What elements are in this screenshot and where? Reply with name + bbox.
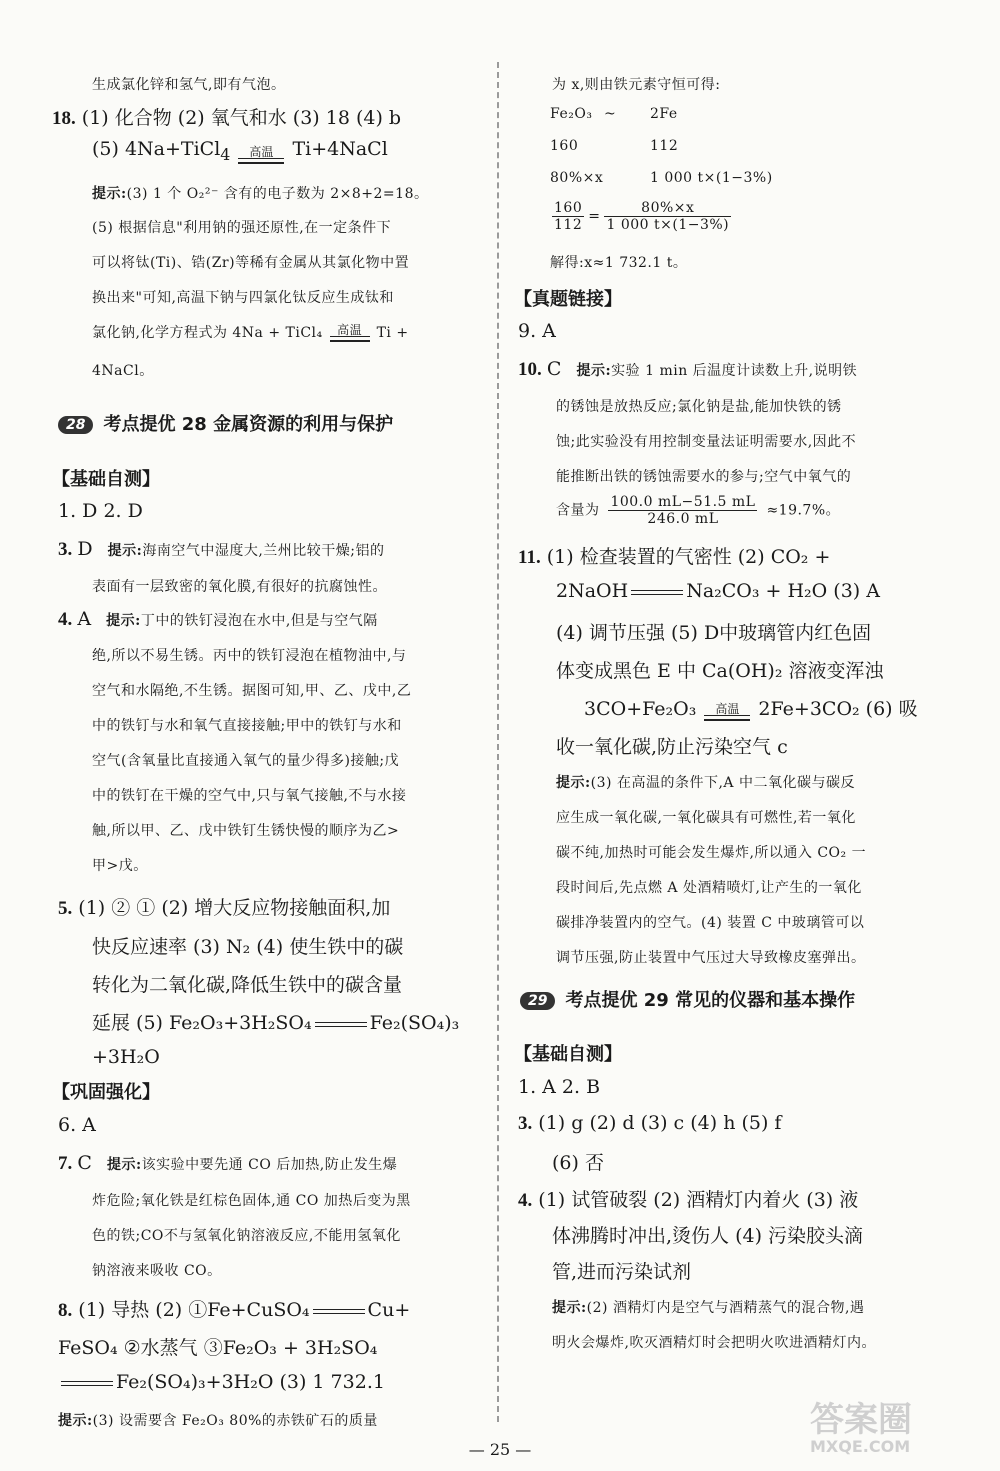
equation-left: 2NaOH: [556, 580, 629, 602]
answer-line: (6) 否: [552, 1152, 604, 1174]
ratio-cell: 80%×x: [550, 170, 604, 186]
hint-line: 可以将钛(Ti)、锆(Zr)等稀有金属从其氯化物中置: [92, 255, 410, 271]
hint-text: 含量为: [556, 502, 600, 519]
hint-line: 触,所以甲、乙、戊中铁钉生锈快慢的顺序为乙>: [92, 823, 400, 839]
chapter-title: 考点提优 29 常见的仪器和基本操作: [565, 990, 856, 1011]
question-number: 10.: [518, 359, 542, 380]
hint-line: 碳排净装置内的空气。(4) 装置 C 中玻璃管可以: [556, 915, 865, 931]
watermark-text: 答案圈: [810, 1400, 912, 1440]
equation-right: Ti+4NaCl: [292, 138, 388, 160]
equation-line: [92, 138, 388, 164]
question-3: [58, 538, 385, 561]
hint-line: 调节压强,防止装置中气压过大导致橡皮塞弹出。: [556, 950, 866, 966]
answer-line: (4) 调节压强 (5) D中玻璃管内红色固: [556, 622, 872, 644]
question-5: [58, 893, 390, 920]
answer-line: 1. D 2. D: [58, 500, 143, 522]
hint-line: 应生成一氧化碳,一氧化碳具有可燃性,若一氧化: [556, 810, 856, 826]
question-number: 18.: [52, 108, 76, 129]
chapter-heading-28: [58, 410, 393, 436]
answer-line: 收一氧化碳,防止污染空气 c: [556, 736, 788, 758]
condition-label: 高温: [715, 702, 740, 716]
equation-right: 2Fe+3CO₂ (6) 吸: [758, 698, 918, 720]
answer-text: C: [77, 1152, 92, 1174]
question-number: 8.: [58, 1300, 73, 1321]
hint-text: (3) 1 个 O₂²⁻ 含有的电子数为 2×8+2=18。: [126, 186, 429, 202]
section-heading: 【基础自测】: [52, 469, 160, 490]
answer-text: (1) 检查装置的气密性 (2) CO₂ +: [546, 546, 831, 568]
ratio-cell: 2Fe: [650, 106, 678, 122]
hint-line: 4NaCl。: [92, 363, 154, 379]
column-divider: [497, 62, 499, 1422]
equals-sign: [313, 1309, 365, 1314]
hint-line: 明火会爆炸,吹灭酒精灯时会把明火吹进酒精灯内。: [552, 1335, 876, 1351]
question-number: 5.: [58, 898, 73, 919]
equation-left: 3CO+Fe₂O₃: [584, 698, 697, 720]
equals-sign: =: [588, 208, 601, 225]
hint-line: [556, 494, 840, 527]
hint-text: 实验 1 min 后温度计读数上升,说明铁: [611, 363, 858, 379]
hint-label: 提示:: [106, 1157, 142, 1173]
question-11: [518, 542, 830, 569]
section-heading: 【真题链接】: [514, 289, 622, 310]
equals-sign: [315, 1022, 367, 1027]
answer-text: (1) g (2) d (3) c (4) h (5) f: [538, 1112, 782, 1134]
question-3: [518, 1112, 781, 1135]
ratio-cell: ~: [604, 106, 617, 122]
answer-text: Fe₂(SO₄)₃+3H₂O (3) 1 732.1: [116, 1371, 385, 1393]
equation-left: (5) 4Na+TiCl: [92, 138, 221, 160]
hint-line: 炸危险;氧化铁是红棕色固体,通 CO 加热后变为黑: [92, 1193, 411, 1209]
equation-line: +3H₂O: [92, 1046, 160, 1068]
chapter-badge: 28: [58, 416, 93, 434]
hint-line: [552, 1297, 864, 1317]
answer-text: C: [546, 358, 562, 380]
answer-text: Cu+: [367, 1299, 411, 1321]
hint-text: (3) 在高温的条件下,A 中二氧化碳与碳反: [590, 775, 855, 791]
text-line: 生成氯化锌和氢气,即有气泡。: [92, 77, 286, 93]
question-number: 4.: [58, 609, 73, 630]
hint-line: 蚀;此实验没有用控制变量法证明需要水,因此不: [556, 434, 857, 450]
question-10: [518, 358, 857, 381]
answer-line: 体变成黑色 E 中 Ca(OH)₂ 溶液变浑浊: [556, 660, 884, 682]
ratio-row: [550, 138, 679, 154]
hint-text: (3) 设需要含 Fe₂O₃ 80%的赤铁矿石的质量: [92, 1413, 378, 1429]
hint-text: 氯化钠,化学方程式为 4Na + TiCl₄: [92, 325, 323, 341]
answer-line: 体沸腾时冲出,烫伤人 (4) 污染胶头滴: [552, 1225, 864, 1247]
hint-line: 色的铁;CO不与氢氧化钠溶液反应,不能用氢氧化: [92, 1228, 401, 1244]
hint-line: 段时间后,先点燃 A 处酒精喷灯,让产生的一氧化: [556, 880, 862, 896]
reaction-condition: [238, 146, 284, 164]
question-4: [518, 1185, 858, 1212]
answer-line: 1. A 2. B: [518, 1076, 601, 1098]
hint-line: [92, 183, 428, 203]
hint-line: 能推断出铁的锈蚀需要水的参与;空气中氧气的: [556, 469, 852, 485]
ratio-cell: Fe₂O₃: [550, 106, 593, 122]
equals-sign: [631, 590, 683, 595]
hint-label: 提示:: [107, 543, 143, 559]
hint-line: 空气和水隔绝,不生锈。据图可知,甲、乙、戊中,乙: [92, 683, 412, 699]
answer-line: 6. A: [58, 1114, 96, 1136]
equation-line: [556, 580, 880, 602]
watermark-logo: [810, 1400, 980, 1463]
ratio-row: [550, 106, 678, 122]
ratio-cell: 1 000 t×(1−3%): [650, 170, 773, 186]
answer-text: A: [77, 608, 92, 630]
subscript: 4: [220, 144, 231, 164]
equation-right: Na₂CO₃ + H₂O (3) A: [686, 580, 880, 602]
hint-line: 表面有一层致密的氧化膜,有很好的抗腐蚀性。: [92, 579, 387, 595]
question-18: [52, 103, 401, 130]
chapter-heading-29: [520, 986, 855, 1012]
hint-label: 提示:: [58, 1413, 93, 1429]
ratio-row: [550, 170, 773, 186]
hint-line: 中的铁钉与水和氧气直接接触;甲中的铁钉与水和: [92, 718, 402, 734]
hint-text: 该实验中要先通 CO 后加热,防止发生爆: [141, 1157, 398, 1173]
text-line: 解得:x≈1 732.1 t。: [550, 255, 688, 271]
question-7: [58, 1152, 397, 1175]
question-number: 7.: [58, 1153, 73, 1174]
hint-line: 换出来"可知,高温下钠与四氯化钛反应生成钛和: [92, 290, 394, 306]
hint-line: 绝,所以不易生锈。丙中的铁钉浸泡在植物油中,与: [92, 648, 407, 664]
question-number: 3.: [518, 1113, 533, 1134]
hint-text: Ti +: [376, 325, 409, 341]
question-number: 11.: [518, 547, 541, 568]
hint-label: 提示:: [552, 1300, 587, 1316]
hint-line: (5) 根据信息"利用钠的强还原性,在一定条件下: [92, 220, 392, 236]
fraction: $\frac{80\%\times x}{1 000 t\times(1-3\%)}$: [606, 200, 730, 233]
page-number: — 25 —: [468, 1440, 532, 1459]
question-8: [58, 1295, 410, 1322]
hint-line: [556, 772, 855, 792]
equation-line: [584, 694, 918, 721]
equals-sign: [61, 1381, 113, 1386]
section-heading: 【基础自测】: [514, 1044, 622, 1065]
hint-line: 钠溶液来吸收 CO。: [92, 1263, 222, 1279]
hint-text: 丁中的铁钉浸泡在水中,但是与空气隔: [140, 613, 378, 629]
equation-line: [92, 1008, 459, 1035]
answer-text: (1) 化合物 (2) 氧气和水 (3) 18 (4) b: [81, 107, 402, 129]
hint-line: [92, 322, 409, 342]
equation-left: 延展 (5) Fe₂O₃+3H₂SO₄: [92, 1012, 312, 1034]
answer-text: D: [77, 538, 93, 560]
fraction: $\frac{160}{112}$: [554, 200, 583, 233]
hint-text: 海南空气中湿度大,兰州比较干燥;铝的: [142, 543, 385, 559]
hint-label: 提示:: [576, 363, 612, 379]
proportion-equation: [548, 200, 735, 233]
question-number: 3.: [58, 539, 73, 560]
hint-line: 甲>戊。: [92, 858, 148, 874]
answer-text: (1) 试管破裂 (2) 酒精灯内着火 (3) 液: [538, 1189, 859, 1211]
fraction: $\frac{100.0 mL-51.5 mL}{246.0 mL}$: [610, 494, 756, 527]
answer-line: 转化为二氧化碳,降低生铁中的碳含量: [92, 974, 403, 996]
hint-label: 提示:: [556, 775, 591, 791]
hint-line: 空气(含氧量比直接通入氧气的量少得多)接触;戊: [92, 753, 400, 769]
reaction-condition: [330, 324, 370, 342]
equation-line: [58, 1371, 385, 1393]
hint-label: 提示:: [92, 186, 127, 202]
text-line: 为 x,则由铁元素守恒可得:: [552, 77, 721, 93]
answer-line: 管,进而污染试剂: [552, 1261, 692, 1283]
hint-line: 碳不纯,加热时可能会发生爆炸,所以通入 CO₂ 一: [556, 845, 867, 861]
chapter-title: 考点提优 28 金属资源的利用与保护: [103, 414, 394, 435]
question-4: [58, 608, 378, 631]
condition-label: 高温: [249, 144, 274, 159]
reaction-condition: [704, 703, 750, 721]
hint-label: 提示:: [106, 613, 141, 629]
hint-line: [58, 1410, 378, 1430]
hint-text: ≈19.7%。: [766, 502, 841, 519]
ratio-cell: 112: [650, 138, 679, 154]
answer-line: 快反应速率 (3) N₂ (4) 使生铁中的碳: [92, 936, 404, 958]
hint-line: 的锈蚀是放热反应;氯化钠是盐,能加快铁的锈: [556, 399, 842, 415]
section-heading: 【巩固强化】: [52, 1082, 160, 1103]
answer-line: FeSO₄ ②水蒸气 ③Fe₂O₃ + 3H₂SO₄: [58, 1337, 378, 1359]
watermark-url: MXQE.COM: [810, 1437, 911, 1456]
condition-label: 高温: [337, 323, 363, 337]
hint-line: 中的铁钉在干燥的空气中,只与氧气接触,不与水接: [92, 788, 407, 804]
answer-line: 9. A: [518, 320, 556, 342]
hint-text: (2) 酒精灯内是空气与酒精蒸气的混合物,遇: [586, 1300, 865, 1316]
answer-text: (1) ② ① (2) 增大反应物接触面积,加: [78, 897, 391, 919]
equation-right: Fe₂(SO₄)₃: [369, 1012, 460, 1034]
question-number: 4.: [518, 1190, 533, 1211]
answer-text: (1) 导热 (2) ①Fe+CuSO₄: [78, 1299, 310, 1321]
ratio-cell: 160: [550, 138, 579, 154]
chapter-badge: 29: [520, 992, 555, 1010]
